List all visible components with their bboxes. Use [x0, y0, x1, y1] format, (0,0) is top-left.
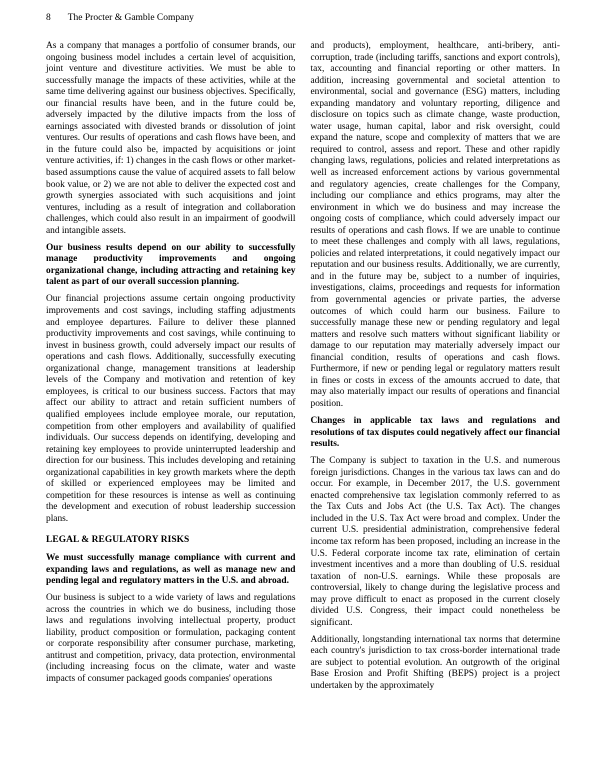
company-name: The Procter & Gamble Company [67, 13, 194, 23]
left-column [46, 41, 296, 698]
two-column-body [46, 41, 560, 698]
paragraph: As a company that manages a portfolio of consumer brands, our ongoing business model includes a certain level of acquisition, joint venture and divestiture activities. We must be able to successfully manage the impacts of these activities, while at the same time delivering against our business objectives. Specifically, our financial results have been, and in the future could be, adversely impacted by the dilutive impacts from the loss of earnings associated with divested brands or dissolution of joint ventures. Our results of operations and cash flows have been, and in the future could also be, impacted by acquisitions or joint venture activities, if: 1) changes in the cash flows or other market-based assumptions cause the value of acquired assets to fall below book value, or 2) we are not able to deliver the expected cost and growth synergies associated with such acquisitions and joint ventures, including as a result of integration and collaboration challenges, which could also result in an impairment of goodwill and intangible assets. [46, 41, 296, 236]
right-column [311, 41, 561, 698]
section-heading: LEGAL & REGULATORY RISKS [46, 535, 190, 546]
paragraph: and products), employment, healthcare, anti-bribery, anti-corruption, trade (including tariffs, sanctions and export controls), tax, accounting and financial reporting or other matters. In addition, increasing governmental and societal attention to environmental, social and governance (ESG) matters, including expanding mandatory and voluntary reporting, diligence and disclosure on topics such as climate change, waste production, water usage, human capital, labor and risk oversight, could expand the nature, scope and complexity of matters that we are required to control, assess and report. These and other rapidly changing laws, regulations, policies and related interpretations as well as increased enforcement actions by various governmental and regulatory agencies, create challenges for the Company, including our compliance and ethics programs, may alter the environment in which we do business and may increase the ongoing costs of compliance, which could adversely impact our results of operations and cash flows. If we are unable to continue to meet these challenges and comply with all laws, regulations, policies and related interpretations, it could negatively impact our reputation and our business results. Additionally, we are currently, and in the future may be, subject to a number of inquiries, investigations, claims, proceedings and requests for information from governmental agencies or private parties, the adverse outcomes of which could harm our business. Failure to successfully manage these new or pending regulatory and legal matters and resolve such matters without significant liability or damage to our reputation may materially adversely impact our financial condition, results of operations and cash flows. Furthermore, if new or pending legal or regulatory matters result in fines or costs in excess of the amounts accrued to date, that may also materially impact our results of operations and financial position. [310, 41, 560, 409]
page-number: 8 [46, 13, 51, 23]
page-header [46, 13, 560, 24]
risk-heading: We must successfully manage compliance with current and expanding laws and regulations, as well as manage new and pending legal and regulatory matters in the U.S. and abroad. [46, 552, 296, 587]
paragraph: Our business is subject to a wide variety of laws and regulations across the countries in which we do business, including those laws and regulations involving intellectual property, product liability, product composition or formulation, packaging content or corporate responsibility after consumer purchase, marketing, antitrust and competition, privacy, data protection, environmental (including increasing focus on the climate, water and waste impacts of consumer packaged goods companies' operations [46, 593, 296, 684]
paragraph: Additionally, longstanding international tax norms that determine each country's jurisdiction to tax cross-border international trade are subject to potential evolution. An outgrowth of the original Base Erosion and Profit Shifting (BEPS) project is a project undertaken by the approximately [310, 634, 560, 692]
paragraph: The Company is subject to taxation in the U.S. and numerous foreign jurisdictions. Changes in the various tax laws can and do occur. For example, in December 2017, the U.S. government enacted comprehensive tax legislation commonly referred to as the Tax Cuts and Jobs Act (the U.S. Tax Act). The changes included in the U.S. Tax Act were broad and complex. Under the current U.S. presidential administration, comprehensive federal income tax reform has been proposed, including an increase in the U.S. Federal corporate income tax rate, elimination of certain investment incentives and a more than doubling of U.S. residual taxation of non-U.S. earnings. While these proposals are controversial, likely to change during the legislative process and may prove difficult to enact as proposed in the current closely divided U.S. Congress, their impact could nonetheless be significant. [310, 456, 560, 628]
paragraph: Our financial projections assume certain ongoing productivity improvements and cost savings, including staffing adjustments and employee departures. Failure to deliver these planned productivity improvements and cost savings, while continuing to invest in business growth, could adversely impact our results of operations and cash flows. Additionally, successfully executing organizational change, management transitions at leadership levels of the Company and motivation and retention of key employees, is critical to our business success. Factors that may affect our ability to attract and retain sufficient numbers of qualified employees include employee morale, our reputation, competition from other employers and availability of qualified individuals. Our success depends on identifying, developing and retaining key employees to provide uninterrupted leadership and direction for our business. This includes developing and retaining organizational capabilities in key growth markets where the depth of skilled or experienced employees may be limited and competition for these resources is intense as well as continuing the development and execution of robust leadership succession plans. [46, 294, 296, 524]
risk-heading: Our business results depend on our ability to successfully manage productivity improvements and ongoing organizational change, including attracting and retaining key talent as part of our overall succession planning. [46, 242, 296, 288]
risk-heading: Changes in applicable tax laws and regulations and resolutions of tax disputes could negatively affect our financial results. [310, 416, 560, 450]
